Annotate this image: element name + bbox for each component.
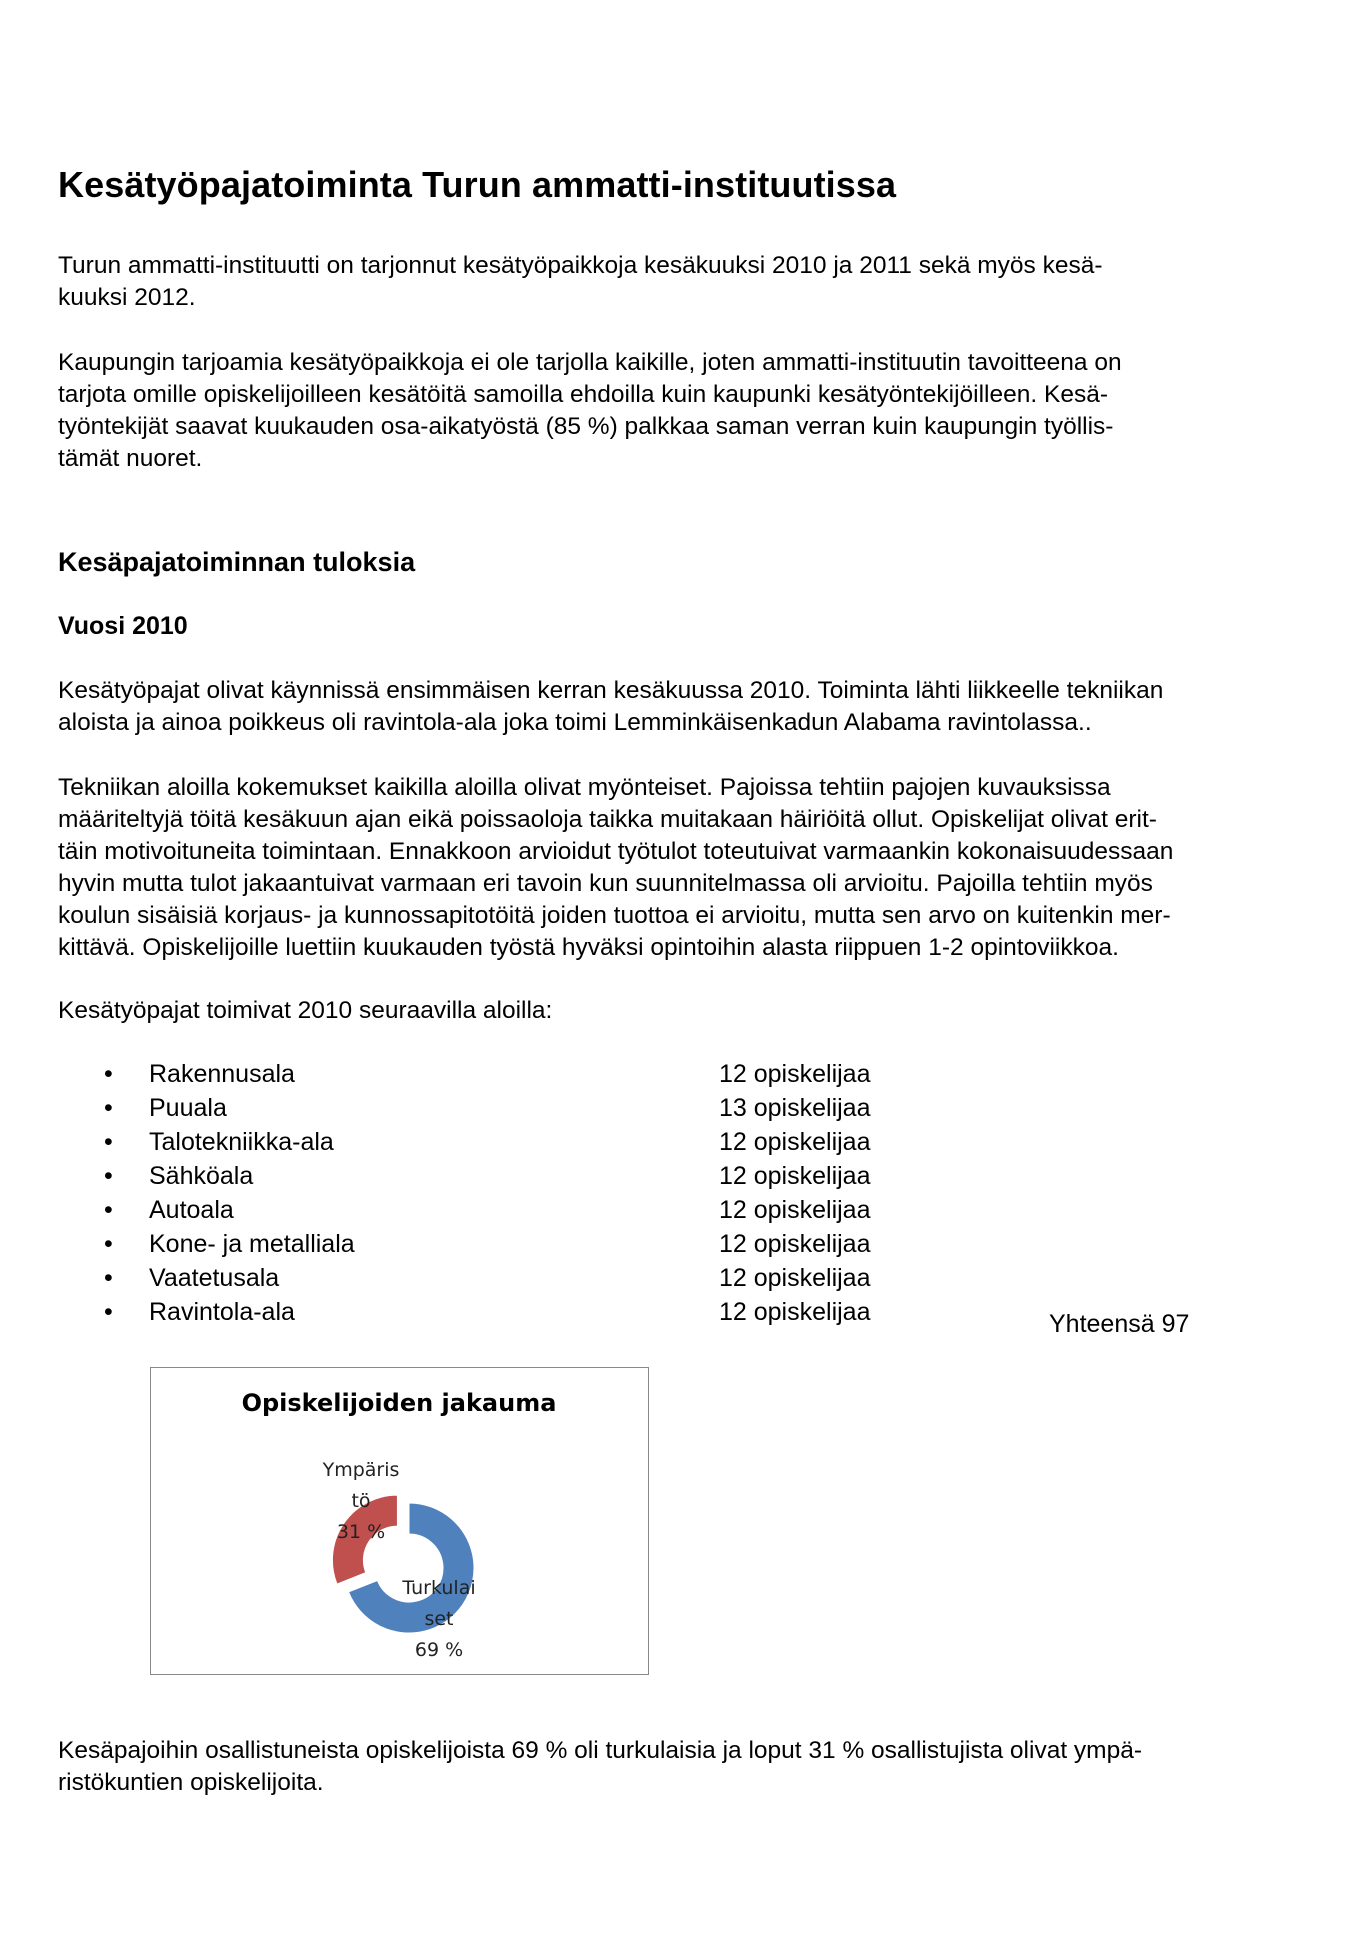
field-count: 12 opiskelijaa bbox=[719, 1196, 871, 1224]
section-heading: Kesäpajatoiminnan tuloksia bbox=[58, 547, 416, 577]
text-line: määriteltyjä töitä kesäkuun ajan eikä poissaoloja taikka muitakaan häiriöitä ollut. Opiskelijat olivat erit- bbox=[58, 806, 1157, 833]
slice-name-label: Ympäris bbox=[322, 1459, 400, 1481]
bullet-icon: • bbox=[104, 1060, 113, 1088]
bullet-icon: • bbox=[104, 1196, 113, 1224]
total-count: Yhteensä 97 bbox=[1049, 1310, 1190, 1338]
text-line: työntekijät saavat kuukauden osa-aikatyöstä (85 %) palkkaa saman verran kuin kaupungin työllis- bbox=[58, 413, 1114, 440]
text-line: ristökuntien opiskelijoita. bbox=[58, 1769, 324, 1796]
year-heading: Vuosi 2010 bbox=[58, 612, 188, 640]
text-line: Kesätyöpajat olivat käynnissä ensimmäisen kerran kesäkuussa 2010. Toiminta lähti liikkeelle tekniikan bbox=[58, 677, 1164, 704]
slice-name-label: tö bbox=[351, 1490, 371, 1512]
field-name: Kone- ja metalliala bbox=[149, 1230, 355, 1258]
text-line: Kaupungin tarjoamia kesätyöpaikkoja ei ole tarjolla kaikille, joten ammatti-instituutin tavoitteena on bbox=[58, 349, 1122, 376]
field-count: 12 opiskelijaa bbox=[719, 1298, 871, 1326]
text-line: koulun sisäisiä korjaus- ja kunnossapitotöitä joiden tuottoa ei arvioitu, mutta sen arvo on kuitenkin mer- bbox=[58, 902, 1171, 929]
page-title: Kesätyöpajatoiminta Turun ammatti-instituutissa bbox=[58, 164, 897, 205]
text-line: täin motivoituneita toimintaan. Ennakkoon arvioidut työtulot toteutuivat varmaankin kokonaisuudessaan bbox=[58, 838, 1174, 865]
field-name: Talotekniikka-ala bbox=[149, 1128, 334, 1156]
bullet-icon: • bbox=[104, 1230, 113, 1258]
field-name: Ravintola-ala bbox=[149, 1298, 295, 1326]
list-item bbox=[58, 1159, 1258, 1193]
list-item bbox=[58, 1091, 1258, 1125]
field-count: 12 opiskelijaa bbox=[719, 1060, 871, 1088]
chart-svg bbox=[151, 1368, 648, 1674]
intro-paragraph bbox=[58, 250, 1338, 314]
text-line: Turun ammatti-instituutti on tarjonnut kesätyöpaikkoja kesäkuuksi 2010 ja 2011 sekä myös kesä- bbox=[58, 252, 1103, 279]
field-count: 12 opiskelijaa bbox=[719, 1230, 871, 1258]
goal-paragraph bbox=[58, 347, 1338, 475]
field-name: Vaatetusala bbox=[149, 1264, 280, 1292]
field-count: 12 opiskelijaa bbox=[719, 1162, 871, 1190]
text-line: aloista ja ainoa poikkeus oli ravintola-ala joka toimi Lemminkäisenkadun Alabama ravintolassa.. bbox=[58, 709, 1092, 736]
field-name: Sähköala bbox=[149, 1162, 254, 1190]
text-line: hyvin mutta tulot jakaantuivat varmaan eri tavoin kun suunnitelmassa oli arvioitu. Pajoilla tehtiin myös bbox=[58, 870, 1153, 897]
list-item bbox=[58, 1193, 1258, 1227]
closing-paragraph bbox=[58, 1735, 1338, 1799]
list-item bbox=[58, 1125, 1258, 1159]
bullet-icon: • bbox=[104, 1094, 113, 1122]
slice-value-label: 31 % bbox=[336, 1521, 386, 1543]
bullet-icon: • bbox=[104, 1264, 113, 1292]
slice-name-label: set bbox=[424, 1608, 454, 1630]
list-intro: Kesätyöpajat toimivat 2010 seuraavilla aloilla: bbox=[58, 997, 553, 1024]
start-paragraph bbox=[58, 675, 1338, 739]
field-name: Rakennusala bbox=[149, 1060, 295, 1088]
text-line: Tekniikan aloilla kokemukset kaikilla aloilla olivat myönteiset. Pajoissa tehtiin pajojen kuvauksissa bbox=[58, 774, 1111, 801]
chart-title: Opiskelijoiden jakauma bbox=[241, 1389, 557, 1417]
bullet-icon: • bbox=[104, 1128, 113, 1156]
field-list bbox=[58, 1057, 1258, 1329]
list-item bbox=[58, 1261, 1258, 1295]
experience-paragraph bbox=[58, 772, 1338, 964]
text-line: tarjota omille opiskelijoilleen kesätöitä samoilla ehdoilla kuin kaupunki kesätyöntekijöilleen. Kesä- bbox=[58, 381, 1108, 408]
field-count: 12 opiskelijaa bbox=[719, 1128, 871, 1156]
text-line: tämät nuoret. bbox=[58, 445, 203, 472]
field-count: 12 opiskelijaa bbox=[719, 1264, 871, 1292]
bullet-icon: • bbox=[104, 1298, 113, 1326]
text-line: Kesäpajoihin osallistuneista opiskelijoista 69 % oli turkulaisia ja loput 31 % osallistujista olivat ympä- bbox=[58, 1737, 1143, 1764]
slice-name-label: Turkulai bbox=[402, 1577, 476, 1599]
list-item bbox=[58, 1227, 1258, 1261]
field-name: Puuala bbox=[149, 1094, 227, 1122]
text-line: kuuksi 2012. bbox=[58, 284, 196, 311]
slice-value-label: 69 % bbox=[414, 1639, 464, 1661]
list-item bbox=[58, 1057, 1258, 1091]
bullet-icon: • bbox=[104, 1162, 113, 1190]
doughnut-chart bbox=[150, 1367, 649, 1675]
field-name: Autoala bbox=[149, 1196, 234, 1224]
text-line: kittävä. Opiskelijoille luettiin kuukauden työstä hyväksi opintoihin alasta riippuen 1-2 opintoviikkoa. bbox=[58, 934, 1119, 961]
field-count: 13 opiskelijaa bbox=[719, 1094, 871, 1122]
